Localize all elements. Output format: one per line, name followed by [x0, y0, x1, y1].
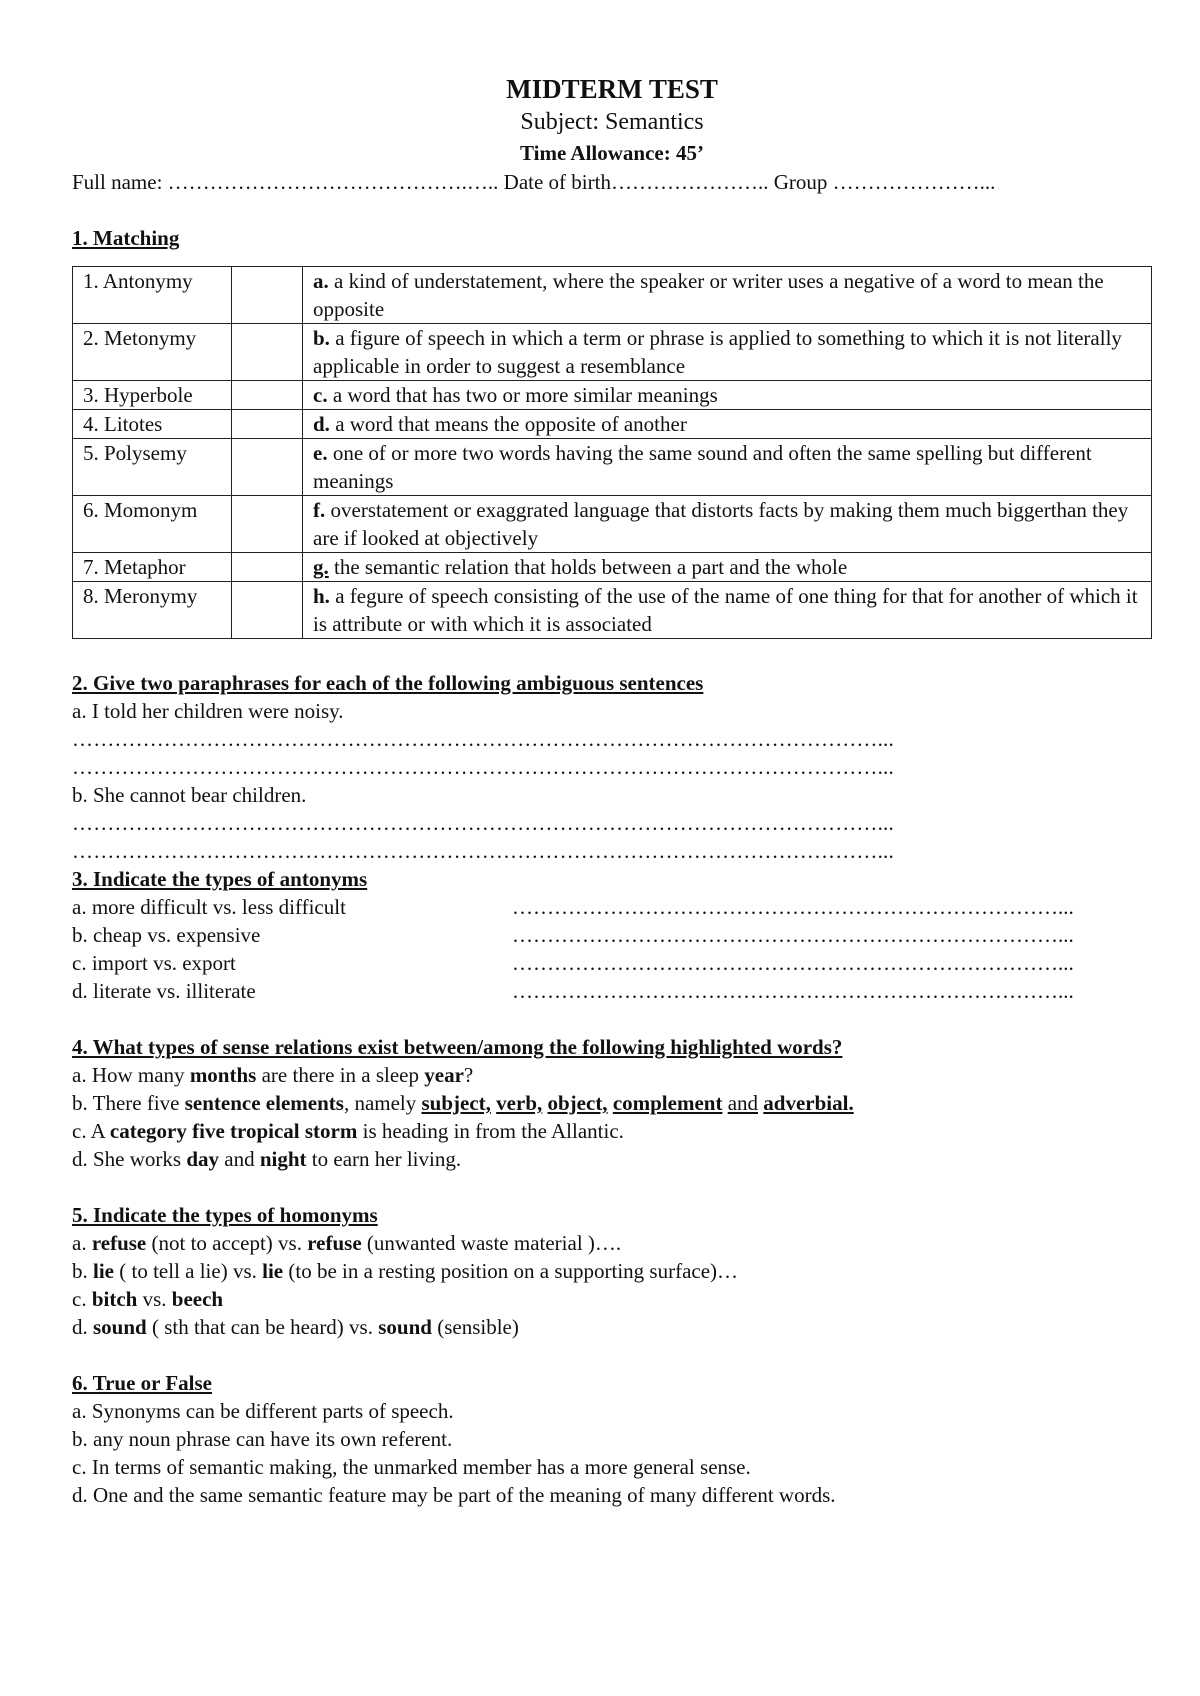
- subject-line: Subject: Semantics: [520, 109, 704, 135]
- term-cell: 2. Metonymy: [73, 324, 232, 381]
- table-row: [73, 553, 1152, 582]
- question-5c: c. bitch vs. beech: [72, 1287, 224, 1311]
- statement-6d: d. One and the same semantic feature may be part of the meaning of many different words.: [72, 1483, 836, 1507]
- table-row: [73, 324, 1152, 381]
- term-cell: 4. Litotes: [73, 410, 232, 439]
- definition-cell: e. one of or more two words having the same sound and often the same spelling but different meanings: [303, 439, 1152, 496]
- table-row: [73, 582, 1152, 639]
- answer-line[interactable]: ……………………………………………………………………………………………………...: [72, 839, 894, 863]
- time-allowance: Time Allowance: 45’: [520, 141, 704, 165]
- student-info-line: Full name: …………………………………….….. Date of birth………………….. Group …………………...: [72, 170, 996, 194]
- term-cell: 5. Polysemy: [73, 439, 232, 496]
- answer-blank[interactable]: [232, 553, 303, 582]
- definition-cell: d. a word that means the opposite of another: [303, 410, 1152, 439]
- definition-cell: a. a kind of understatement, where the speaker or writer uses a negative of a word to mean the opposite: [303, 267, 1152, 324]
- term-cell: 1. Antonymy: [73, 267, 232, 324]
- table-row: [73, 496, 1152, 553]
- question-2b: b. She cannot bear children.: [72, 783, 307, 807]
- list-item: a. more difficult vs. less difficult ……………………………………………………………………...: [72, 893, 1152, 921]
- table-row: [73, 439, 1152, 496]
- answer-line[interactable]: ……………………………………………………………………...: [512, 951, 1074, 975]
- question-4c: c. A category five tropical storm is heading in from the Allantic.: [72, 1119, 624, 1143]
- statement-6b: b. any noun phrase can have its own referent.: [72, 1427, 453, 1451]
- table-row: [73, 410, 1152, 439]
- answer-blank[interactable]: [232, 582, 303, 639]
- answer-line[interactable]: ……………………………………………………………………...: [512, 979, 1074, 1003]
- answer-line[interactable]: ……………………………………………………………………...: [512, 895, 1074, 919]
- page-title: MIDTERM TEST: [506, 74, 718, 104]
- definition-cell: c. a word that has two or more similar meanings: [303, 381, 1152, 410]
- statement-6a: a. Synonyms can be different parts of speech.: [72, 1399, 454, 1423]
- term-cell: 8. Meronymy: [73, 582, 232, 639]
- section-5-heading: 5. Indicate the types of homonyms: [72, 1203, 378, 1227]
- answer-line[interactable]: ……………………………………………………………………...: [512, 923, 1074, 947]
- answer-line[interactable]: ……………………………………………………………………………………………………...: [72, 727, 894, 751]
- list-item: d. literate vs. illiterate ……………………………………………………………………...: [72, 977, 1152, 1005]
- answer-blank[interactable]: [232, 267, 303, 324]
- answer-blank[interactable]: [232, 439, 303, 496]
- exam-page: [72, 72, 1152, 1509]
- term-cell: 6. Momonym: [73, 496, 232, 553]
- list-item: b. cheap vs. expensive ……………………………………………………………………...: [72, 921, 1152, 949]
- question-5b: b. lie ( to tell a lie) vs. lie (to be in a resting position on a supporting surface)…: [72, 1259, 739, 1283]
- section-2-heading: 2. Give two paraphrases for each of the following ambiguous sentences: [72, 671, 704, 695]
- answer-blank[interactable]: [232, 410, 303, 439]
- section-4-heading: 4. What types of sense relations exist between/among the following highlighted words?: [72, 1035, 843, 1059]
- answer-blank[interactable]: [232, 324, 303, 381]
- question-2a: a. I told her children were noisy.: [72, 699, 344, 723]
- statement-6c: c. In terms of semantic making, the unmarked member has a more general sense.: [72, 1455, 751, 1479]
- question-4a: a. How many months are there in a sleep year?: [72, 1063, 474, 1087]
- matching-table: [72, 266, 1152, 639]
- table-row: [73, 381, 1152, 410]
- definition-cell: g. the semantic relation that holds between a part and the whole: [303, 553, 1152, 582]
- answer-blank[interactable]: [232, 496, 303, 553]
- section-3-heading: 3. Indicate the types of antonyms: [72, 867, 368, 891]
- answer-line[interactable]: ……………………………………………………………………………………………………...: [72, 755, 894, 779]
- definition-cell: f. overstatement or exaggrated language that distorts facts by making them much biggerthan they are if looked at objectively: [303, 496, 1152, 553]
- question-5d: d. sound ( sth that can be heard) vs. sound (sensible): [72, 1315, 519, 1339]
- definition-cell: h. a fegure of speech consisting of the use of the name of one thing for that for another of which it is attribute or with which it is associated: [303, 582, 1152, 639]
- table-row: [73, 267, 1152, 324]
- answer-blank[interactable]: [232, 381, 303, 410]
- question-5a: a. refuse (not to accept) vs. refuse (unwanted waste material )….: [72, 1231, 622, 1255]
- section-1-heading: 1. Matching: [72, 226, 180, 250]
- question-4d: d. She works day and night to earn her living.: [72, 1147, 462, 1171]
- section-6-heading: 6. True or False: [72, 1371, 212, 1395]
- definition-cell: b. a figure of speech in which a term or phrase is applied to something to which it is not literally applicable in order to suggest a resemblance: [303, 324, 1152, 381]
- list-item: c. import vs. export ……………………………………………………………………...: [72, 949, 1152, 977]
- question-4b: b. There five sentence elements, namely subject, verb, object, complement and adverbial.: [72, 1091, 854, 1115]
- term-cell: 7. Metaphor: [73, 553, 232, 582]
- answer-line[interactable]: ……………………………………………………………………………………………………...: [72, 811, 894, 835]
- term-cell: 3. Hyperbole: [73, 381, 232, 410]
